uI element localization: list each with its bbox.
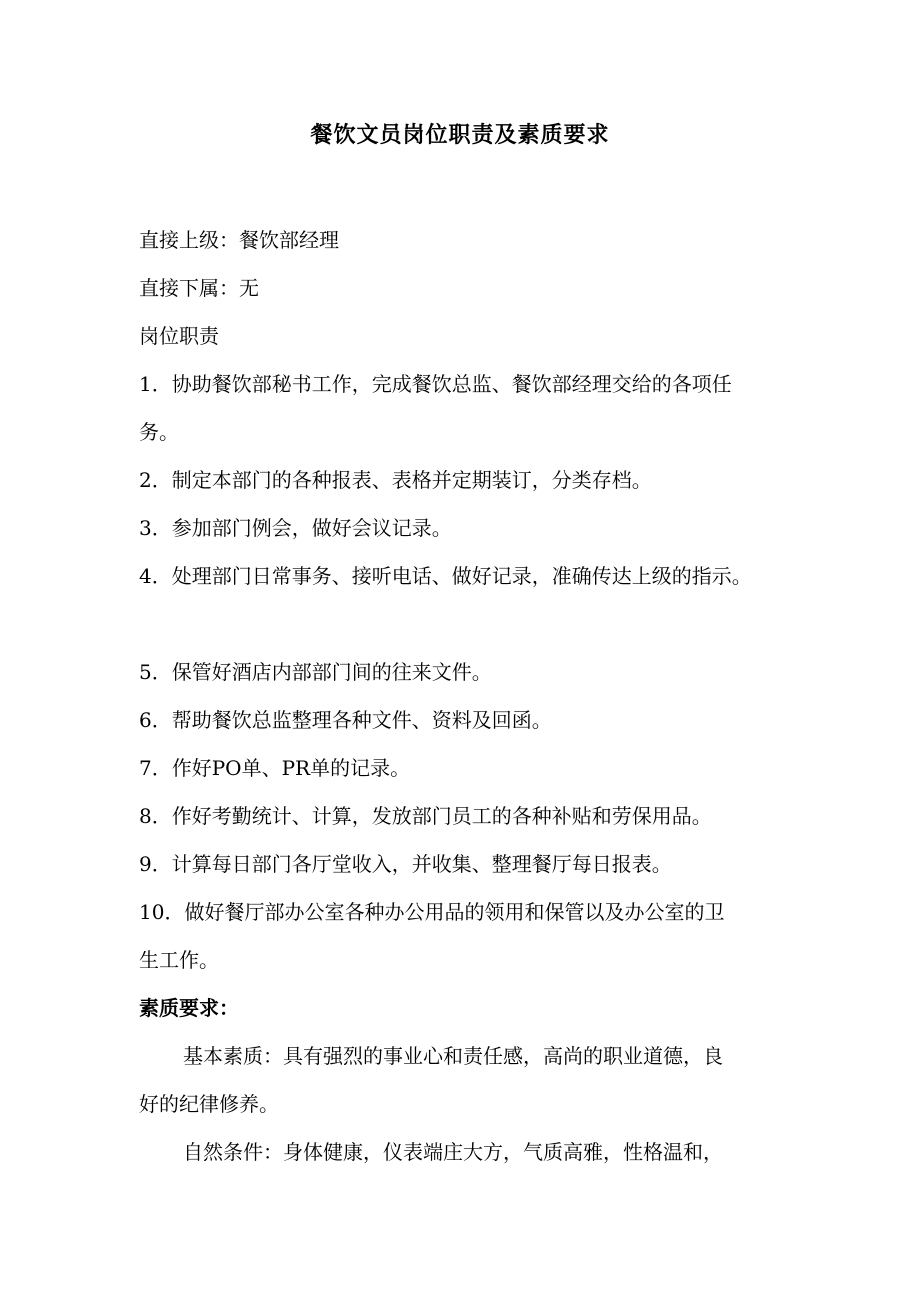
duty-item-7: 7．作好PO单、PR单的记录。: [139, 756, 411, 780]
quality-basic-continued: 好的纪律修养。: [139, 1092, 279, 1116]
duty-item-1-continued: 务。: [139, 420, 179, 444]
subordinate-line: 直接下属：无: [139, 276, 259, 300]
duties-heading: 岗位职责: [139, 324, 219, 348]
duty-item-9: 9．计算每日部门各厅堂收入，并收集、整理餐厅每日报表。: [139, 852, 672, 876]
duty-item-4: 4．处理部门日常事务、接听电话、做好记录，准确传达上级的指示。: [139, 564, 752, 588]
duty-item-3: 3．参加部门例会，做好会议记录。: [139, 516, 452, 540]
duty-item-1: 1．协助餐饮部秘书工作，完成餐饮总监、餐饮部经理交给的各项任: [139, 372, 732, 396]
duty-item-6: 6．帮助餐饮总监整理各种文件、资料及回函。: [139, 708, 552, 732]
duty-item-5: 5．保管好酒店内部部门间的往来文件。: [139, 660, 492, 684]
document-title: 餐饮文员岗位职责及素质要求: [310, 123, 610, 148]
duty-item-10-continued: 生工作。: [139, 948, 219, 972]
duty-item-10: 10．做好餐厅部办公室各种办公用品的领用和保管以及办公室的卫: [139, 900, 725, 924]
document-body: [139, 216, 799, 1176]
duty-item-2: 2．制定本部门的各种报表、表格并定期装订，分类存档。: [139, 468, 652, 492]
blank-line: [139, 600, 799, 648]
duty-item-8: 8．作好考勤统计、计算，发放部门员工的各种补贴和劳保用品。: [139, 804, 712, 828]
quality-heading: 素质要求：: [139, 996, 239, 1020]
quality-basic: 基本素质：具有强烈的事业心和责任感，高尚的职业道德，良: [183, 1044, 723, 1068]
supervisor-line: 直接上级：餐饮部经理: [139, 228, 339, 252]
quality-natural: 自然条件：身体健康，仪表端庄大方，气质高雅，性格温和，: [183, 1140, 723, 1164]
